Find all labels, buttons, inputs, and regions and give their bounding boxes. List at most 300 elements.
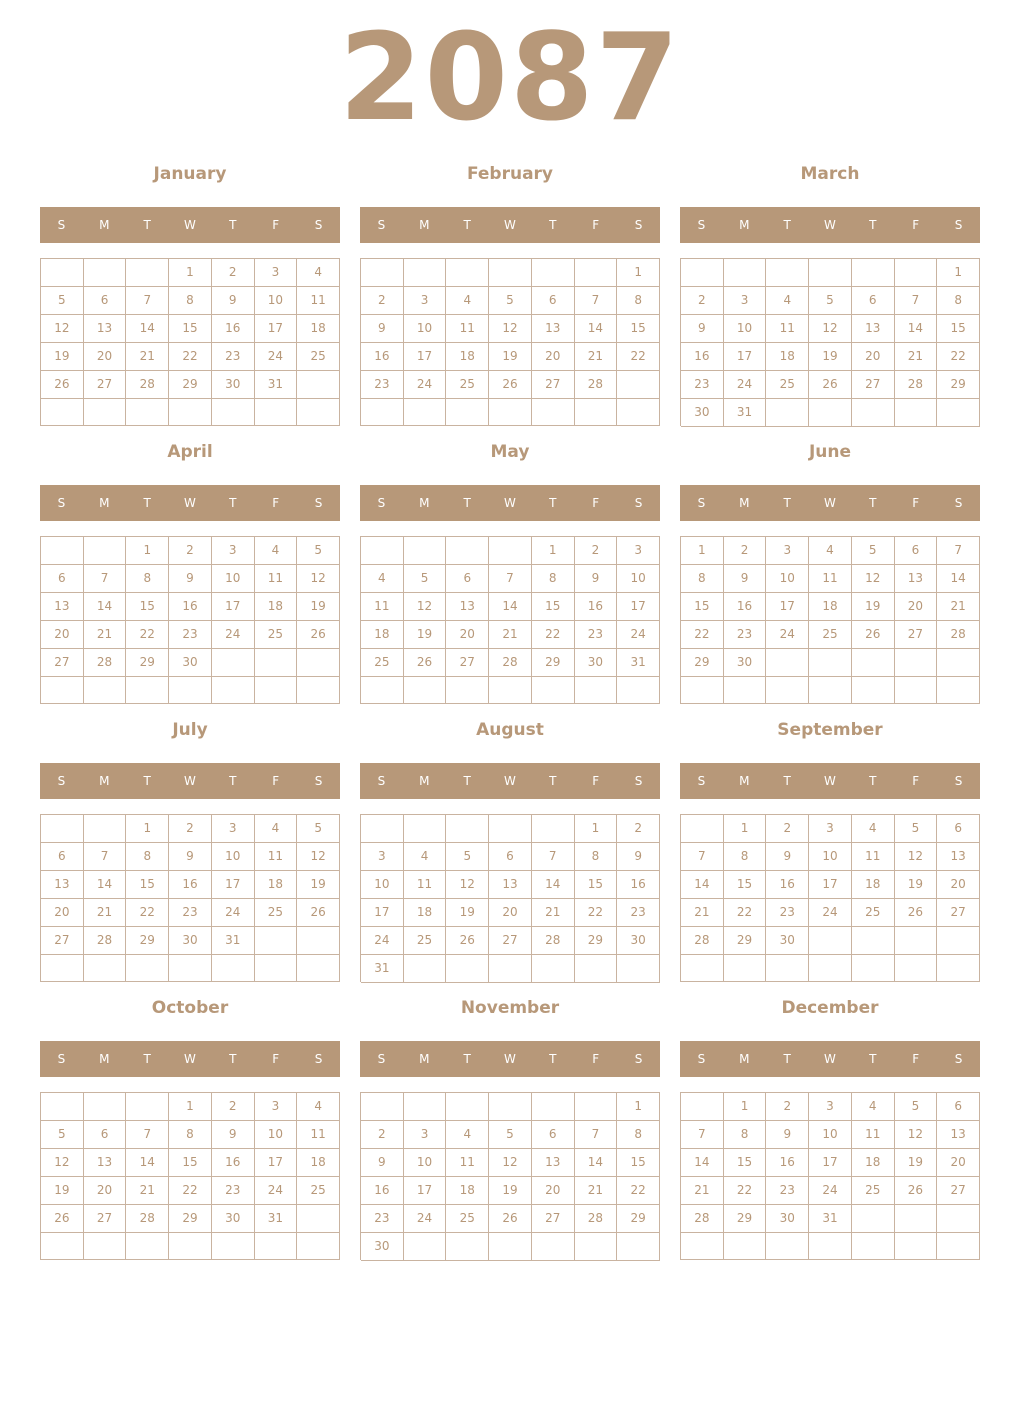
- day-cell: 19: [41, 343, 84, 371]
- weekday-label: T: [869, 496, 877, 510]
- day-cell: 10: [766, 565, 809, 593]
- empty-day-cell: [361, 537, 404, 565]
- day-cell: 12: [41, 1149, 84, 1177]
- weekday-label: T: [869, 774, 877, 788]
- day-cell: 17: [724, 343, 767, 371]
- empty-day-cell: [809, 1233, 852, 1260]
- day-cell: 27: [532, 1205, 575, 1233]
- day-cell: 12: [41, 315, 84, 343]
- day-cell: 26: [895, 899, 938, 927]
- weekday-label: F: [912, 774, 920, 788]
- day-cell: 24: [724, 371, 767, 399]
- month-may: [360, 433, 660, 711]
- day-cell: 2: [766, 815, 809, 843]
- day-cell: 2: [617, 815, 660, 843]
- day-cell: 28: [84, 927, 127, 955]
- day-cell: 17: [404, 1177, 447, 1205]
- day-cell: 25: [297, 343, 340, 371]
- empty-day-cell: [297, 1233, 340, 1260]
- day-cell: 4: [446, 1121, 489, 1149]
- empty-day-cell: [852, 1205, 895, 1233]
- day-cell: 16: [212, 1149, 255, 1177]
- day-cell: 22: [126, 621, 169, 649]
- empty-day-cell: [809, 399, 852, 427]
- day-cell: 4: [766, 287, 809, 315]
- empty-day-cell: [297, 927, 340, 955]
- day-cell: 31: [724, 399, 767, 427]
- day-cell: 18: [852, 871, 895, 899]
- day-cell: 12: [895, 843, 938, 871]
- day-cell: 13: [895, 565, 938, 593]
- day-cell: 7: [84, 843, 127, 871]
- day-cell: 10: [809, 843, 852, 871]
- month-june: [680, 433, 980, 711]
- empty-day-cell: [575, 399, 618, 426]
- empty-day-cell: [489, 259, 532, 287]
- empty-day-cell: [446, 955, 489, 983]
- month-name: April: [167, 442, 213, 462]
- weekday-label: S: [377, 496, 386, 510]
- day-cell: 16: [681, 343, 724, 371]
- day-cell: 21: [895, 343, 938, 371]
- day-cell: 28: [895, 371, 938, 399]
- weekday-label: W: [504, 218, 516, 232]
- day-cell: 28: [575, 371, 618, 399]
- day-cell: 17: [809, 1149, 852, 1177]
- day-cell: 11: [852, 843, 895, 871]
- empty-day-cell: [255, 677, 298, 704]
- day-cell: 17: [255, 315, 298, 343]
- day-cell: 1: [681, 537, 724, 565]
- day-cell: 1: [169, 259, 212, 287]
- month-january: [40, 155, 340, 433]
- day-cell: 3: [212, 815, 255, 843]
- day-cell: 3: [809, 1093, 852, 1121]
- day-cell: 30: [724, 649, 767, 677]
- weekday-label: T: [783, 774, 791, 788]
- day-cell: 19: [446, 899, 489, 927]
- day-cell: 14: [84, 593, 127, 621]
- day-cell: 5: [41, 287, 84, 315]
- day-cell: 24: [255, 1177, 298, 1205]
- day-cell: 22: [532, 621, 575, 649]
- day-cell: 22: [617, 343, 660, 371]
- day-cell: 26: [41, 371, 84, 399]
- empty-day-cell: [681, 1093, 724, 1121]
- day-cell: 1: [937, 259, 980, 287]
- day-cell: 9: [766, 843, 809, 871]
- empty-day-cell: [681, 677, 724, 704]
- day-cell: 1: [617, 259, 660, 287]
- day-cell: 29: [169, 371, 212, 399]
- weekday-label: S: [634, 774, 643, 788]
- day-grid: [360, 258, 660, 426]
- empty-day-cell: [446, 399, 489, 426]
- empty-day-cell: [617, 677, 660, 704]
- day-cell: 23: [212, 343, 255, 371]
- day-cell: 9: [212, 1121, 255, 1149]
- weekday-label: S: [314, 218, 323, 232]
- day-cell: 4: [255, 815, 298, 843]
- day-grid: [680, 536, 980, 704]
- empty-day-cell: [766, 955, 809, 982]
- day-cell: 12: [297, 843, 340, 871]
- day-cell: 5: [297, 537, 340, 565]
- weekday-label: S: [57, 218, 66, 232]
- day-cell: 21: [126, 1177, 169, 1205]
- day-cell: 10: [212, 565, 255, 593]
- day-cell: 15: [126, 871, 169, 899]
- day-cell: 5: [809, 287, 852, 315]
- day-cell: 27: [937, 899, 980, 927]
- day-cell: 14: [937, 565, 980, 593]
- day-cell: 14: [575, 315, 618, 343]
- weekday-label: F: [912, 1052, 920, 1066]
- day-cell: 16: [212, 315, 255, 343]
- weekday-label: F: [272, 774, 280, 788]
- empty-day-cell: [809, 955, 852, 982]
- empty-day-cell: [404, 399, 447, 426]
- day-cell: 2: [169, 537, 212, 565]
- weekday-label: M: [739, 496, 750, 510]
- day-cell: 22: [169, 1177, 212, 1205]
- day-cell: 15: [724, 1149, 767, 1177]
- day-cell: 14: [681, 1149, 724, 1177]
- weekday-label: W: [824, 774, 836, 788]
- empty-day-cell: [41, 399, 84, 426]
- weekday-label: T: [549, 496, 557, 510]
- empty-day-cell: [532, 955, 575, 983]
- day-cell: 6: [937, 1093, 980, 1121]
- day-cell: 7: [575, 287, 618, 315]
- day-cell: 1: [724, 1093, 767, 1121]
- day-cell: 17: [766, 593, 809, 621]
- weekday-label: T: [143, 774, 151, 788]
- day-cell: 18: [404, 899, 447, 927]
- day-cell: 22: [169, 343, 212, 371]
- weekday-label: T: [463, 1052, 471, 1066]
- empty-day-cell: [404, 677, 447, 704]
- weekday-label: M: [99, 774, 110, 788]
- day-cell: 20: [532, 343, 575, 371]
- empty-day-cell: [681, 955, 724, 982]
- day-cell: 28: [126, 371, 169, 399]
- day-cell: 10: [724, 315, 767, 343]
- month-name: July: [172, 720, 208, 740]
- day-cell: 18: [766, 343, 809, 371]
- day-cell: 23: [724, 621, 767, 649]
- day-cell: 12: [852, 565, 895, 593]
- day-cell: 10: [255, 1121, 298, 1149]
- empty-day-cell: [489, 955, 532, 983]
- empty-day-cell: [489, 815, 532, 843]
- day-cell: 11: [446, 1149, 489, 1177]
- day-cell: 2: [681, 287, 724, 315]
- empty-day-cell: [532, 1093, 575, 1121]
- day-cell: 31: [809, 1205, 852, 1233]
- empty-day-cell: [809, 259, 852, 287]
- day-cell: 5: [489, 287, 532, 315]
- empty-day-cell: [126, 1233, 169, 1260]
- empty-day-cell: [937, 927, 980, 955]
- day-cell: 26: [809, 371, 852, 399]
- day-cell: 23: [361, 1205, 404, 1233]
- day-cell: 1: [575, 815, 618, 843]
- day-cell: 11: [809, 565, 852, 593]
- day-cell: 13: [937, 1121, 980, 1149]
- day-cell: 19: [297, 871, 340, 899]
- day-cell: 19: [895, 1149, 938, 1177]
- day-cell: 25: [852, 899, 895, 927]
- day-cell: 30: [766, 927, 809, 955]
- day-cell: 3: [617, 537, 660, 565]
- day-cell: 25: [404, 927, 447, 955]
- empty-day-cell: [895, 649, 938, 677]
- empty-day-cell: [489, 537, 532, 565]
- day-cell: 8: [169, 1121, 212, 1149]
- day-cell: 3: [404, 287, 447, 315]
- day-cell: 12: [404, 593, 447, 621]
- day-cell: 13: [41, 593, 84, 621]
- weekday-label: W: [184, 774, 196, 788]
- day-cell: 23: [681, 371, 724, 399]
- day-cell: 16: [169, 871, 212, 899]
- empty-day-cell: [895, 955, 938, 982]
- day-cell: 26: [489, 371, 532, 399]
- weekday-label: W: [824, 218, 836, 232]
- day-cell: 14: [575, 1149, 618, 1177]
- day-grid: [40, 536, 340, 704]
- empty-day-cell: [255, 927, 298, 955]
- month-name: January: [153, 164, 227, 184]
- day-cell: 10: [809, 1121, 852, 1149]
- weekday-label: W: [504, 774, 516, 788]
- day-cell: 27: [895, 621, 938, 649]
- day-cell: 30: [575, 649, 618, 677]
- weekday-label: W: [184, 496, 196, 510]
- day-cell: 6: [489, 843, 532, 871]
- empty-day-cell: [575, 955, 618, 983]
- empty-day-cell: [41, 955, 84, 982]
- month-december: [680, 989, 980, 1267]
- empty-day-cell: [937, 399, 980, 427]
- day-cell: 18: [809, 593, 852, 621]
- day-cell: 10: [361, 871, 404, 899]
- day-cell: 24: [617, 621, 660, 649]
- day-cell: 29: [681, 649, 724, 677]
- weekday-label: T: [783, 1052, 791, 1066]
- day-cell: 9: [724, 565, 767, 593]
- weekday-label: F: [592, 1052, 600, 1066]
- month-name: June: [808, 442, 852, 462]
- day-cell: 20: [84, 343, 127, 371]
- day-cell: 15: [617, 1149, 660, 1177]
- day-cell: 22: [575, 899, 618, 927]
- months-grid: [40, 155, 980, 1267]
- day-cell: 5: [297, 815, 340, 843]
- day-cell: 19: [41, 1177, 84, 1205]
- weekday-label: W: [824, 496, 836, 510]
- day-cell: 29: [126, 927, 169, 955]
- day-cell: 8: [532, 565, 575, 593]
- weekday-label: M: [739, 218, 750, 232]
- day-cell: 16: [361, 1177, 404, 1205]
- day-cell: 7: [532, 843, 575, 871]
- empty-day-cell: [681, 815, 724, 843]
- day-cell: 20: [895, 593, 938, 621]
- weekday-label: M: [419, 496, 430, 510]
- day-grid: [680, 258, 980, 426]
- day-cell: 8: [617, 1121, 660, 1149]
- empty-day-cell: [169, 955, 212, 982]
- day-cell: 13: [41, 871, 84, 899]
- empty-day-cell: [404, 537, 447, 565]
- empty-day-cell: [575, 677, 618, 704]
- day-cell: 6: [937, 815, 980, 843]
- day-cell: 7: [681, 1121, 724, 1149]
- month-august: [360, 711, 660, 989]
- empty-day-cell: [212, 677, 255, 704]
- day-cell: 9: [361, 1149, 404, 1177]
- day-cell: 24: [766, 621, 809, 649]
- weekday-label: S: [697, 774, 706, 788]
- day-cell: 25: [255, 899, 298, 927]
- empty-day-cell: [404, 259, 447, 287]
- day-cell: 7: [895, 287, 938, 315]
- day-cell: 5: [404, 565, 447, 593]
- weekday-label: M: [419, 218, 430, 232]
- weekday-label: T: [143, 496, 151, 510]
- day-cell: 30: [617, 927, 660, 955]
- empty-day-cell: [766, 1233, 809, 1260]
- empty-day-cell: [937, 649, 980, 677]
- day-cell: 23: [617, 899, 660, 927]
- day-cell: 16: [724, 593, 767, 621]
- day-cell: 6: [41, 565, 84, 593]
- weekday-label: S: [954, 496, 963, 510]
- weekday-label: T: [549, 1052, 557, 1066]
- weekday-label: S: [377, 774, 386, 788]
- empty-day-cell: [297, 677, 340, 704]
- day-cell: 6: [84, 287, 127, 315]
- day-cell: 27: [446, 649, 489, 677]
- day-cell: 19: [852, 593, 895, 621]
- weekday-label: F: [272, 218, 280, 232]
- day-cell: 4: [255, 537, 298, 565]
- empty-day-cell: [255, 649, 298, 677]
- day-cell: 19: [809, 343, 852, 371]
- day-cell: 5: [852, 537, 895, 565]
- day-cell: 11: [766, 315, 809, 343]
- day-cell: 2: [575, 537, 618, 565]
- weekday-header: [360, 1041, 660, 1077]
- weekday-label: M: [99, 218, 110, 232]
- day-cell: 11: [255, 565, 298, 593]
- weekday-label: T: [463, 774, 471, 788]
- day-cell: 28: [681, 1205, 724, 1233]
- empty-day-cell: [446, 259, 489, 287]
- empty-day-cell: [84, 1233, 127, 1260]
- day-cell: 18: [446, 343, 489, 371]
- day-cell: 21: [126, 343, 169, 371]
- day-cell: 19: [297, 593, 340, 621]
- day-cell: 4: [297, 259, 340, 287]
- weekday-header: [40, 207, 340, 243]
- day-cell: 14: [126, 1149, 169, 1177]
- day-cell: 11: [852, 1121, 895, 1149]
- weekday-header: [360, 763, 660, 799]
- empty-day-cell: [446, 677, 489, 704]
- day-cell: 7: [126, 287, 169, 315]
- weekday-label: M: [739, 1052, 750, 1066]
- empty-day-cell: [361, 1093, 404, 1121]
- weekday-label: T: [783, 496, 791, 510]
- day-cell: 29: [532, 649, 575, 677]
- weekday-label: S: [954, 218, 963, 232]
- day-grid: [680, 814, 980, 982]
- weekday-label: W: [184, 1052, 196, 1066]
- day-cell: 27: [489, 927, 532, 955]
- day-cell: 23: [212, 1177, 255, 1205]
- day-cell: 9: [575, 565, 618, 593]
- day-cell: 20: [489, 899, 532, 927]
- empty-day-cell: [532, 1233, 575, 1261]
- day-cell: 24: [404, 1205, 447, 1233]
- day-cell: 16: [617, 871, 660, 899]
- day-cell: 28: [126, 1205, 169, 1233]
- empty-day-cell: [41, 1093, 84, 1121]
- day-cell: 28: [489, 649, 532, 677]
- weekday-label: M: [419, 1052, 430, 1066]
- month-name: October: [151, 998, 229, 1018]
- empty-day-cell: [212, 955, 255, 982]
- weekday-label: T: [463, 218, 471, 232]
- day-cell: 1: [126, 537, 169, 565]
- day-cell: 31: [212, 927, 255, 955]
- empty-day-cell: [212, 399, 255, 426]
- empty-day-cell: [489, 1233, 532, 1261]
- day-cell: 25: [809, 621, 852, 649]
- day-cell: 12: [895, 1121, 938, 1149]
- day-cell: 10: [404, 315, 447, 343]
- empty-day-cell: [84, 677, 127, 704]
- empty-day-cell: [809, 927, 852, 955]
- day-cell: 26: [446, 927, 489, 955]
- empty-day-cell: [404, 1093, 447, 1121]
- day-cell: 3: [255, 1093, 298, 1121]
- day-grid: [360, 536, 660, 704]
- day-cell: 26: [895, 1177, 938, 1205]
- empty-day-cell: [809, 649, 852, 677]
- day-cell: 17: [361, 899, 404, 927]
- empty-day-cell: [126, 1093, 169, 1121]
- day-cell: 20: [937, 1149, 980, 1177]
- weekday-label: M: [99, 1052, 110, 1066]
- day-cell: 27: [532, 371, 575, 399]
- weekday-header: [40, 1041, 340, 1077]
- day-cell: 29: [169, 1205, 212, 1233]
- day-cell: 18: [255, 593, 298, 621]
- weekday-label: F: [912, 496, 920, 510]
- day-cell: 21: [937, 593, 980, 621]
- empty-day-cell: [297, 955, 340, 982]
- day-cell: 22: [937, 343, 980, 371]
- day-cell: 1: [724, 815, 767, 843]
- weekday-label: S: [634, 218, 643, 232]
- weekday-label: F: [912, 218, 920, 232]
- day-cell: 24: [404, 371, 447, 399]
- day-cell: 9: [361, 315, 404, 343]
